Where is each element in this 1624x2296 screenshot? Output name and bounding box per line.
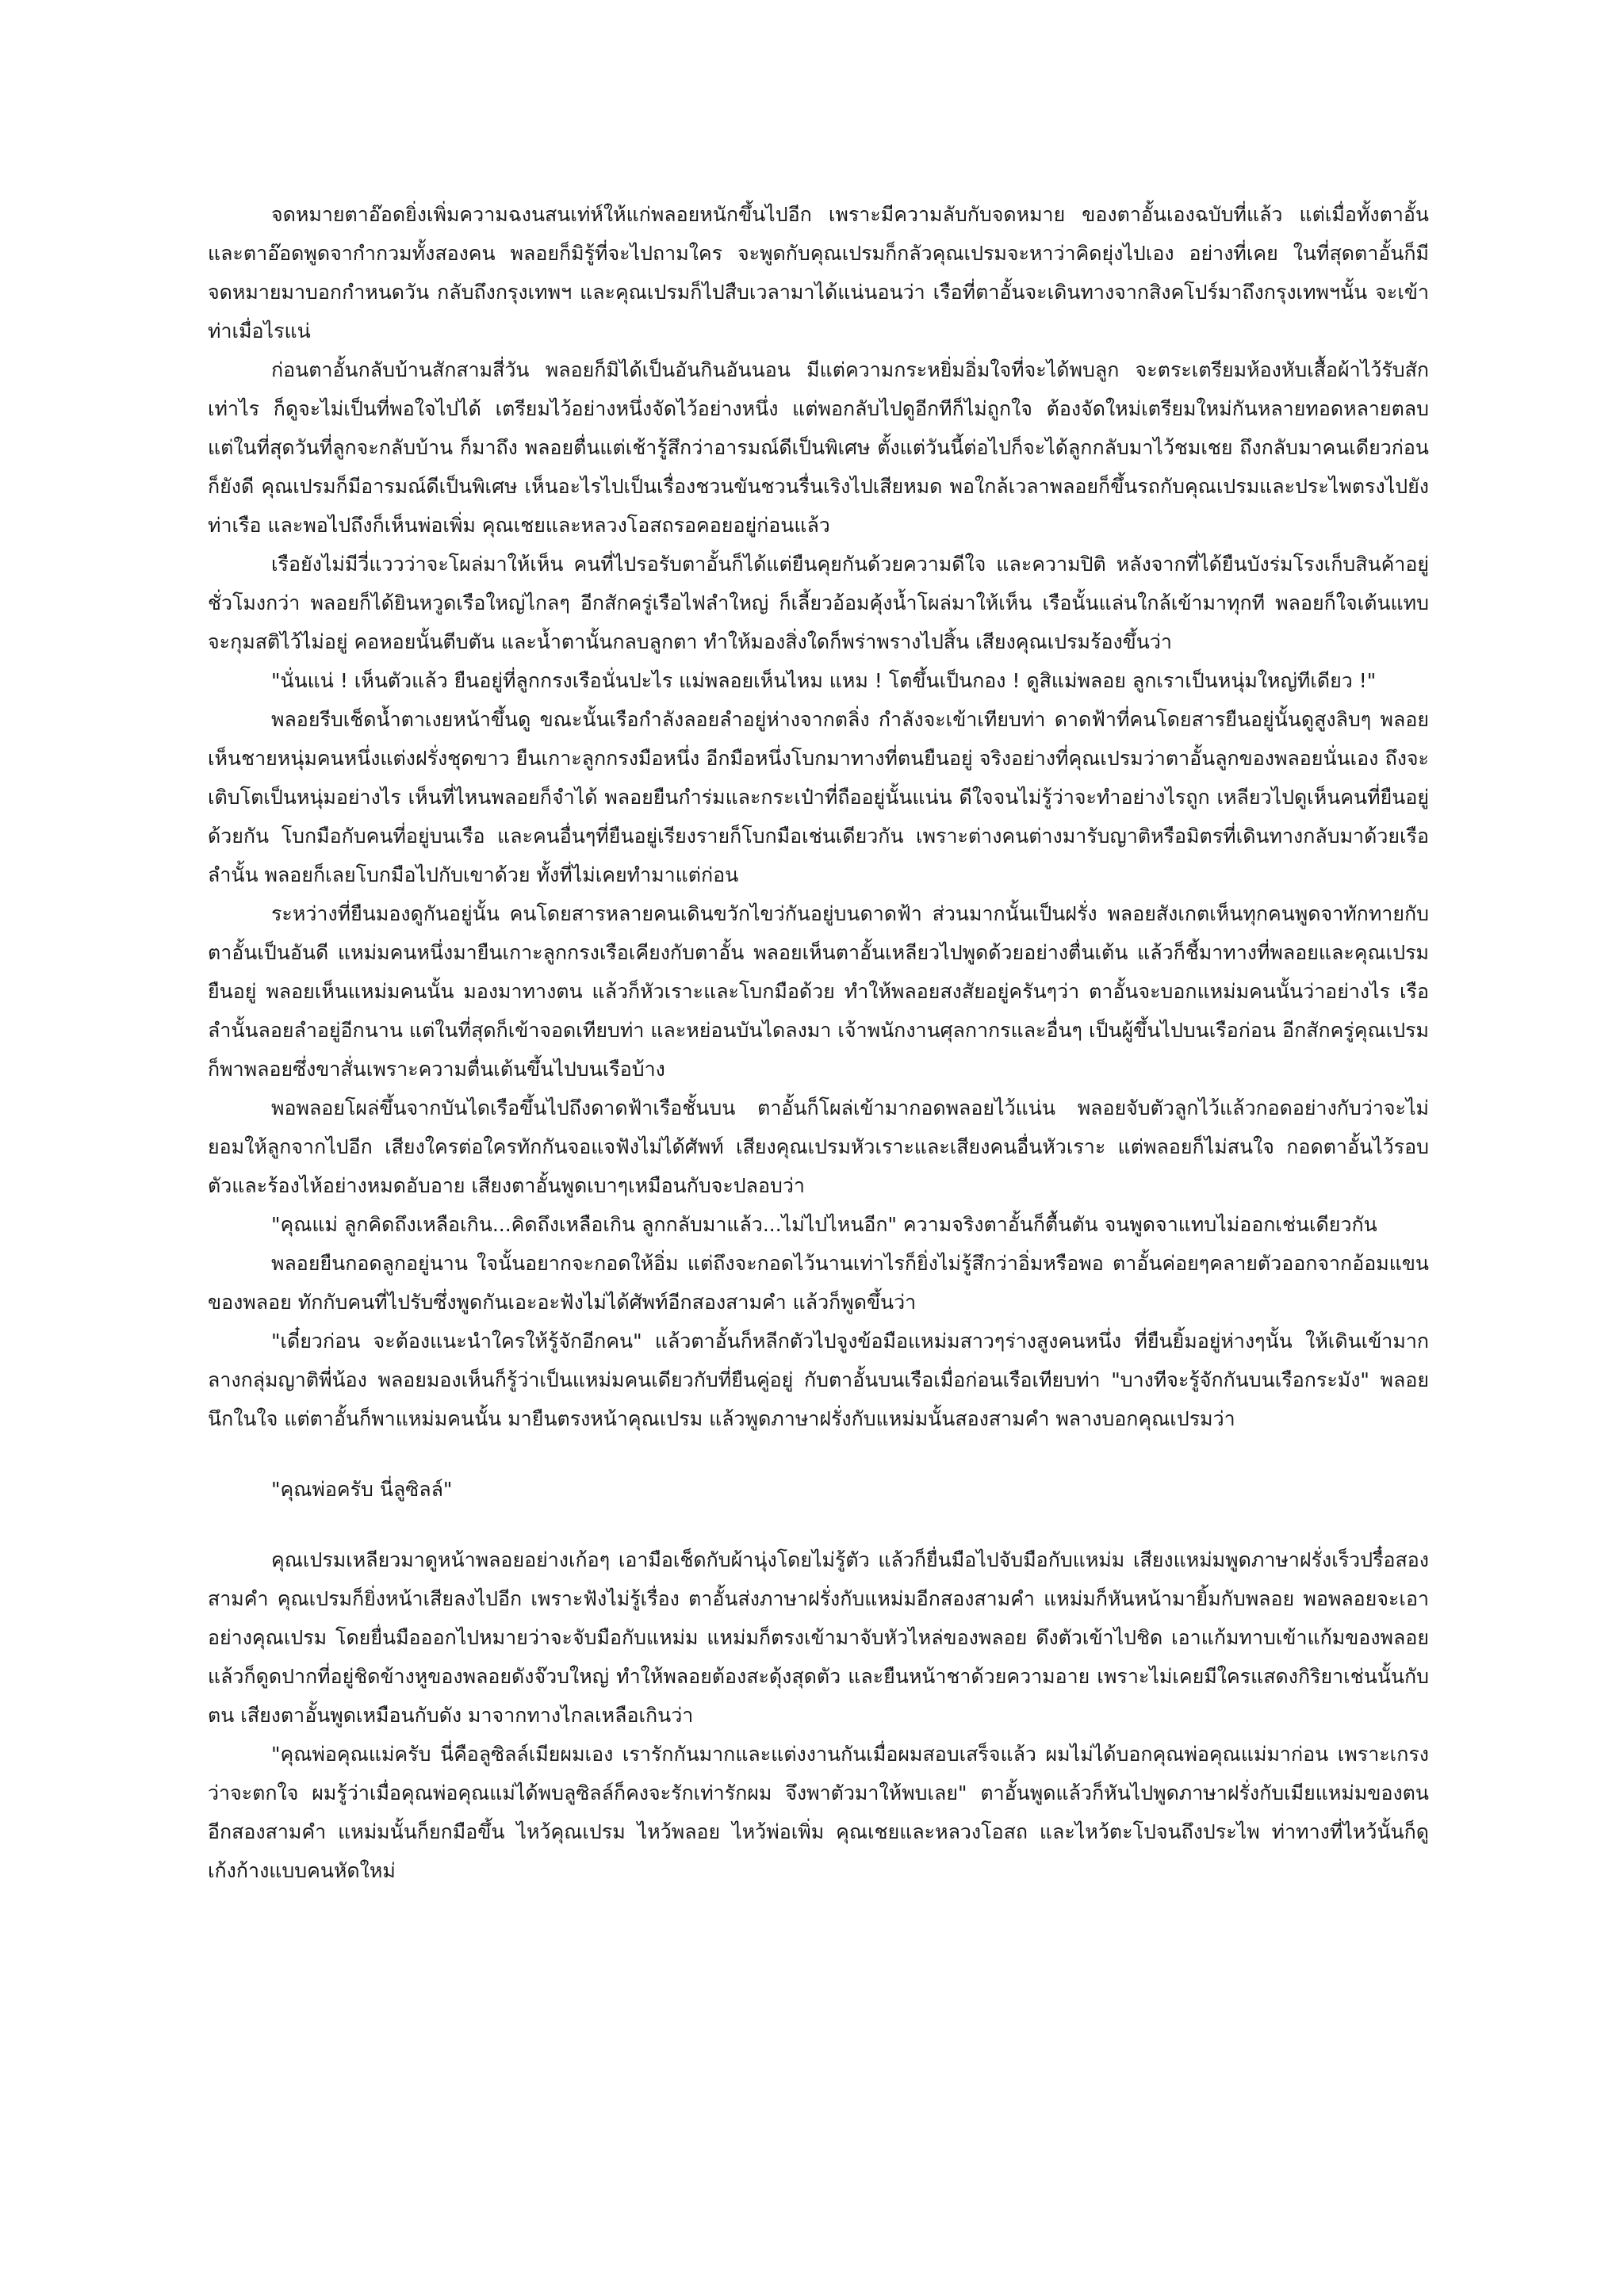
paragraph-8: "คุณแม่ ลูกคิดถึงเหลือเกิน...คิดถึงเหลือเกิน ลูกกลับมาแล้ว...ไม่ไปไหนอีก" ความจริงตาอั้นก็ตื้นตัน จนพูดจาแทบไม่ออกเช่นเดียวกัน <box>271 1213 1377 1236</box>
paragraph-5: พลอยรีบเช็ดน้ำตาเงยหน้าขึ้นดู ขณะนั้นเรือกำลังลอยลำอยู่ห่างจากตลิ่ง กำลังจะเข้าเทียบท่า ดาดฟ้าที่คนโดยสารยืนอยู่นั้นดูสูงลิบๆ พลอยเห็นชายหนุ่มคนหนึ่งแต่งฝรั่งชุดขาว ยืนเกาะลูกกรงมือหนึ่ง อีกมือหนึ่งโบกมาทางที่ตนยืนอยู่ จริงอย่างที่คุณเปรมว่าตาอั้นลูกของพลอยนั่นเอง ถึงจะเติบโตเป็นหนุ่มอย่างไร เห็นที่ไหนพลอยก็จำได้ พลอยยืนกำร่มและกระเป๋าที่ถืออยู่นั้นแน่น ดีใจจนไม่รู้ว่าจะทำอย่างไรถูก เหลียวไปดูเห็นคนที่ยืนอยู่ด้วยกัน โบกมือกับคนที่อยู่บนเรือ และคนอื่นๆที่ยืนอยู่เรียงรายก็โบกมือเช่นเดียวกัน เพราะต่างคนต่างมารับญาติหรือมิตรที่เดินทางกลับมาด้วยเรือลำนั้น พลอยก็เลยโบกมือไปกับเขาด้วย ทั้งที่ไม่เคยทำมาแต่ก่อน <box>208 708 1429 886</box>
paragraph-3: เรือยังไม่มีวี่แววว่าจะโผล่มาให้เห็น คนที่ไปรอรับตาอั้นก็ได้แต่ยืนคุยกันด้วยความดีใจ และความปิติ หลังจากที่ได้ยืนบังร่มโรงเก็บสินค้าอยู่ชั่วโมงกว่า พลอยก็ได้ยินหวูดเรือใหญ่ไกลๆ อีกสักครู่เรือไฟลำใหญ่ ก็เลี้ยวอ้อมคุ้งน้ำโผล่มาให้เห็น เรือนั้นแล่นใกล้เข้ามาทุกที พลอยก็ใจเต้นแทบจะกุมสติไว้ไม่อยู่ คอหอยนั้นตีบตัน และน้ำตานั้นกลบลูกตา ทำให้มองสิ่งใดก็พร่าพรางไปสิ้น เสียงคุณเปรมร้องขึ้นว่า <box>208 553 1429 653</box>
paragraph-9: พลอยยืนกอดลูกอยู่นาน ใจนั้นอยากจะกอดให้อิ่ม แต่ถึงจะกอดไว้นานเท่าไรก็ยิ่งไม่รู้สึกว่าอิ่มหรือพอ ตาอั้นค่อยๆคลายตัวออกจากอ้อมแขนของพลอย ทักกับคนที่ไปรับซึ่งพูดกันเอะอะฟังไม่ได้ศัพท์อีกสองสามคำ แล้วก็พูดขึ้นว่า <box>208 1252 1429 1314</box>
paragraph-12: คุณเปรมเหลียวมาดูหน้าพลอยอย่างเก้อๆ เอามือเช็ดกับผ้านุ่งโดยไม่รู้ตัว แล้วก็ยื่นมือไปจับมือกับแหม่ม เสียงแหม่มพูดภาษาฝรั่งเร็วปรื๋อสองสามคำ คุณเปรมก็ยิ่งหน้าเสียลงไปอีก เพราะฟังไม่รู้เรื่อง ตาอั้นส่งภาษาฝรั่งกับแหม่มอีกสองสามคำ แหม่มก็หันหน้ามายิ้มกับพลอย พอพลอยจะเอาอย่างคุณเปรม โดยยื่นมือออกไปหมายว่าจะจับมือกับแหม่ม แหม่มก็ตรงเข้ามาจับหัวไหล่ของพลอย ดึงตัวเข้าไปชิด เอาแก้มทาบเข้าแก้มของพลอย แล้วก็ดูดปากที่อยู่ชิดข้างหูของพลอยดังจ๊วบใหญ่ ทำให้พลอยต้องสะดุ้งสุดตัว และยืนหน้าชาด้วยความอาย เพราะไม่เคยมีใครแสดงกิริยาเช่นนั้นกับตน เสียงตาอั้นพูดเหมือนกับดัง มาจากทางไกลเหลือเกินว่า <box>208 1548 1429 1727</box>
paragraph-7: พอพลอยโผล่ขึ้นจากบันไดเรือขึ้นไปถึงดาดฟ้าเรือชั้นบน ตาอั้นก็โผล่เข้ามากอดพลอยไว้แน่น พลอยจับตัวลูกไว้แล้วกอดอย่างกับว่าจะไม่ยอมให้ลูกจากไปอีก เสียงใครต่อใครทักกันจอแจฟังไม่ได้ศัพท์ เสียงคุณเปรมหัวเราะและเสียงคนอื่นหัวเราะ แต่พลอยก็ไม่สนใจ กอดตาอั้นไว้รอบตัวและร้องไห้อย่างหมดอับอาย เสียงตาอั้นพูดเบาๆเหมือนกับจะปลอบว่า <box>208 1096 1429 1197</box>
paragraph-13: "คุณพ่อคุณแม่ครับ นี่คือลูซิลล์เมียผมเอง เรารักกันมากและแต่งงานกันเมื่อผมสอบเสร็จแล้ว ผมไม่ได้บอกคุณพ่อคุณแม่มาก่อน เพราะเกรงว่าจะตกใจ ผมรู้ว่าเมื่อคุณพ่อคุณแม่ได้พบลูซิลล์ก็คงจะรักเท่ารักผม จึงพาตัวมาให้พบเลย" ตาอั้นพูดแล้วก็หันไปพูดภาษาฝรั่งกับเมียแหม่มของตนอีกสองสามคำ แหม่มนั้นก็ยกมือขึ้น ไหว้คุณเปรม ไหว้พลอย ไหว้พ่อเพิ่ม คุณเชยและหลวงโอสถ และไหว้ตะโปจนถึงประไพ ท่าทางที่ไหว้นั้นก็ดูเก้งก้างแบบคนหัดใหม่ <box>208 1743 1429 1882</box>
paragraph-2: ก่อนตาอั้นกลับบ้านสักสามสี่วัน พลอยก็มิได้เป็นอันกินอันนอน มีแต่ความกระหยิ่มอิ่มใจที่จะได้พบลูก จะตระเตรียมห้องหับเสื้อผ้าไว้รับสักเท่าไร ก็ดูจะไม่เป็นที่พอใจไปได้ เตรียมไว้อย่างหนึ่งจัดไว้อย่างหนึ่ง แต่พอกลับไปดูอีกทีก็ไม่ถูกใจ ต้องจัดใหม่เตรียมใหม่กันหลายทอดหลายตลบ แต่ในที่สุดวันที่ลูกจะกลับบ้าน ก็มาถึง พลอยตื่นแต่เช้ารู้สึกว่าอารมณ์ดีเป็นพิเศษ ตั้งแต่วันนี้ต่อไปก็จะได้ลูกกลับมาไว้ชมเชย ถึงกลับมาคนเดียวก่อนก็ยังดี คุณเปรมก็มีอารมณ์ดีเป็นพิเศษ เห็นอะไรไปเป็นเรื่องชวนขันชวนรื่นเริงไปเสียหมด พอใกล้เวลาพลอยก็ขึ้นรถกับคุณเปรมและประไพตรงไปยังท่าเรือ และพอไปถึงก็เห็นพ่อเพิ่ม คุณเชยและหลวงโอสถรอคอยอยู่ก่อนแล้ว <box>208 358 1429 537</box>
paragraph-10: "เดี๋ยวก่อน จะต้องแนะนำใครให้รู้จักอีกคน" แล้วตาอั้นก็หลีกตัวไปจูงข้อมือแหม่มสาวๆร่างสูงคนหนึ่ง ที่ยืนยิ้มอยู่ห่างๆนั้น ให้เดินเข้ามากลางกลุ่มญาติพี่น้อง พลอยมองเห็นก็รู้ว่าเป็นแหม่มคนเดียวกับที่ยืนคู่อยู่ กับตาอั้นบนเรือเมื่อก่อนเรือเทียบท่า "บางทีจะรู้จักกันบนเรือกระมัง" พลอยนึกในใจ แต่ตาอั้นก็พาแหม่มคนนั้น มายืนตรงหน้าคุณเปรม แล้วพูดภาษาฝรั่งกับแหม่มนั้นสองสามคำ พลางบอกคุณเปรมว่า <box>208 1330 1429 1430</box>
paragraph-11: "คุณพ่อครับ นี่ลูซิลล์" <box>271 1478 453 1501</box>
story-text <box>208 195 1429 1890</box>
paragraph-4: "นั่นแน่ ! เห็นตัวแล้ว ยืนอยู่ที่ลูกกรงเรือนั่นปะไร แม่พลอยเห็นไหม แหม ! โตขึ้นเป็นกอง ! ดูสิแม่พลอย ลูกเราเป็นหนุ่มใหญ่ทีเดียว !" <box>271 669 1377 692</box>
paragraph-1: จดหมายตาอ๊อดยิ่งเพิ่มความฉงนสนเท่ห์ให้แก่พลอยหนักขึ้นไปอีก เพราะมีความลับกับจดหมาย ของตาอั้นเองฉบับที่แล้ว แต่เมื่อทั้งตาอั้นและตาอ๊อดพูดจากำกวมทั้งสองคน พลอยก็มิรู้ที่จะไปถามใคร จะพูดกับคุณเปรมก็กลัวคุณเปรมจะหาว่าคิดยุ่งไปเอง อย่างที่เคย ในที่สุดตาอั้นก็มีจดหมายมาบอกกำหนดวัน กลับถึงกรุงเทพฯ และคุณเปรมก็ไปสืบเวลามาได้แน่นอนว่า เรือที่ตาอั้นจะเดินทางจากสิงคโปร์มาถึงกรุงเทพฯนั้น จะเข้าท่าเมื่อไรแน่ <box>208 203 1429 342</box>
paragraph-6: ระหว่างที่ยืนมองดูกันอยู่นั้น คนโดยสารหลายคนเดินขวักไขว่กันอยู่บนดาดฟ้า ส่วนมากนั้นเป็นฝรั่ง พลอยสังเกตเห็นทุกคนพูดจาทักทายกับตาอั้นเป็นอันดี แหม่มคนหนึ่งมายืนเกาะลูกกรงเรือเคียงกับตาอั้น พลอยเห็นตาอั้นเหลียวไปพูดด้วยอย่างตื่นเต้น แล้วก็ชี้มาทางที่พลอยและคุณเปรมยืนอยู่ พลอยเห็นแหม่มคนนั้น มองมาทางตน แล้วก็หัวเราะและโบกมือด้วย ทำให้พลอยสงสัยอยู่ครันๆว่า ตาอั้นจะบอกแหม่มคนนั้นว่าอย่างไร เรือลำนั้นลอยลำอยู่อีกนาน แต่ในที่สุดก็เข้าจอดเทียบท่า และหย่อนบันไดลงมา เจ้าพนักงานศุลกากรและอื่นๆ เป็นผู้ขึ้นไปบนเรือก่อน อีกสักครู่คุณเปรมก็พาพลอยซึ่งขาสั่นเพราะความตื่นเต้นขึ้นไปบนเรือบ้าง <box>208 902 1429 1081</box>
